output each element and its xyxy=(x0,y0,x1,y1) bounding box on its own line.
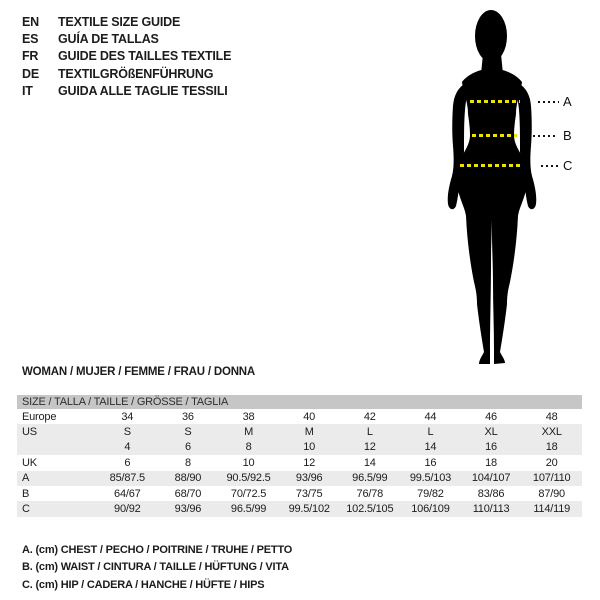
size-value: L xyxy=(427,426,434,439)
size-value: 106/109 xyxy=(411,503,450,516)
language-code: EN xyxy=(22,14,39,29)
size-value: XL xyxy=(484,426,498,439)
size-value: 90.5/92.5 xyxy=(226,472,271,485)
size-table-body xyxy=(17,409,582,517)
language-title: GUIDE DES TAILLES TEXTILE xyxy=(58,49,232,64)
size-value: 46 xyxy=(485,410,497,423)
size-value: 99.5/103 xyxy=(409,472,452,485)
legend-line: B. (cm) WAIST / CINTURA / TAILLE / HÜFTUNG / VITA xyxy=(22,561,289,574)
size-value: 8 xyxy=(245,441,252,454)
size-value: 70/72.5 xyxy=(230,487,267,500)
size-value: 96.5/99 xyxy=(352,472,388,485)
table-row xyxy=(17,501,582,516)
size-value: 6 xyxy=(124,456,131,469)
waist-label: B xyxy=(563,128,572,143)
language-row xyxy=(22,48,231,65)
legend-line: C. (cm) HIP / CADERA / HANCHE / HÜFTE / HIPS xyxy=(22,578,265,591)
size-value: 44 xyxy=(424,410,437,423)
table-row xyxy=(17,424,582,439)
size-value: S xyxy=(184,426,192,439)
chest-pointer-line xyxy=(538,101,559,103)
size-value: 88/90 xyxy=(174,472,202,485)
hip-dash-line xyxy=(460,164,523,167)
size-table-header: SIZE / TALLA / TAILLE / GRÖSSE / TAGLIA xyxy=(17,395,582,409)
size-value: 64/67 xyxy=(114,487,141,500)
size-value: 14 xyxy=(363,456,376,469)
size-value: 96.5/99 xyxy=(230,503,267,516)
language-title: TEXTILE SIZE GUIDE xyxy=(58,14,181,29)
row-label: US xyxy=(22,426,37,439)
hip-pointer-line xyxy=(541,165,559,167)
size-value: 114/119 xyxy=(533,503,571,516)
silhouette-body xyxy=(456,68,528,364)
language-title-list xyxy=(22,13,231,99)
size-value: 4 xyxy=(124,441,131,454)
language-code: FR xyxy=(22,49,39,64)
size-value: 18 xyxy=(545,441,558,454)
size-value: 68/70 xyxy=(174,487,202,500)
language-title: GUIDA ALLE TAGLIE TESSILI xyxy=(58,83,228,98)
legend-line: A. (cm) CHEST / PECHO / POITRINE / TRUHE / PETTO xyxy=(22,544,293,556)
size-value: 12 xyxy=(303,456,316,469)
hip-label: C xyxy=(563,158,573,173)
size-value: 16 xyxy=(424,456,437,469)
size-value: 10 xyxy=(303,441,316,454)
size-table xyxy=(17,395,582,517)
table-row xyxy=(17,455,582,470)
row-label: C xyxy=(22,503,30,516)
table-row xyxy=(17,471,582,486)
size-value: 93/96 xyxy=(295,472,323,485)
size-value: 76/78 xyxy=(356,487,384,500)
size-value: S xyxy=(123,426,131,439)
size-value: M xyxy=(244,426,254,439)
language-title: TEXTILGRÖßENFÜHRUNG xyxy=(58,66,214,81)
language-code: DE xyxy=(22,66,39,81)
language-title: GUÍA DE TALLAS xyxy=(58,31,159,46)
table-row xyxy=(17,409,582,424)
size-value: M xyxy=(304,426,314,439)
size-value: 99.5/102 xyxy=(288,503,330,516)
row-label: Europe xyxy=(22,410,57,423)
table-row xyxy=(17,440,582,455)
size-value: 16 xyxy=(485,441,497,454)
size-value: 18 xyxy=(485,456,497,469)
language-row xyxy=(22,65,231,82)
size-value: 93/96 xyxy=(174,503,202,516)
size-value: 110/113 xyxy=(472,503,510,516)
size-value: 90/92 xyxy=(114,503,141,516)
size-value: 42 xyxy=(363,410,376,423)
size-value: 102.5/105 xyxy=(346,503,394,516)
woman-silhouette-svg xyxy=(410,4,575,367)
size-value: 20 xyxy=(545,456,558,469)
waist-dash-line xyxy=(472,134,517,137)
row-label: UK xyxy=(22,456,37,469)
size-value: 83/86 xyxy=(477,487,505,500)
size-value: 34 xyxy=(121,410,134,423)
size-value: 8 xyxy=(184,456,191,469)
language-code: IT xyxy=(22,83,33,98)
size-value: 107/110 xyxy=(532,472,571,485)
row-label: B xyxy=(22,487,30,500)
size-value: 87/90 xyxy=(538,487,565,500)
row-label: A xyxy=(22,472,30,485)
chest-dash-line xyxy=(470,100,520,103)
size-value: 36 xyxy=(182,410,194,423)
chest-label: A xyxy=(563,94,572,109)
woman-silhouette-figure xyxy=(410,4,575,367)
size-value: 40 xyxy=(303,410,316,423)
size-value: XXL xyxy=(541,426,562,439)
size-value: 6 xyxy=(184,441,191,454)
gender-subtitle: WOMAN / MUJER / FEMME / FRAU / DONNA xyxy=(22,366,256,378)
size-value: L xyxy=(366,426,373,439)
size-value: 79/82 xyxy=(417,487,444,500)
language-row xyxy=(22,13,231,30)
size-value: 12 xyxy=(363,441,376,454)
size-value: 48 xyxy=(545,410,558,423)
size-value: 10 xyxy=(242,456,255,469)
size-value: 38 xyxy=(242,410,255,423)
size-value: 14 xyxy=(424,441,437,454)
measurement-legend xyxy=(22,542,292,594)
size-value: 104/107 xyxy=(471,472,511,485)
table-row xyxy=(17,486,582,501)
size-value: 73/75 xyxy=(295,487,323,500)
language-row xyxy=(22,82,231,99)
language-row xyxy=(22,30,231,47)
waist-pointer-line xyxy=(533,135,558,137)
size-value: 85/87.5 xyxy=(109,472,145,485)
language-code: ES xyxy=(22,31,39,46)
